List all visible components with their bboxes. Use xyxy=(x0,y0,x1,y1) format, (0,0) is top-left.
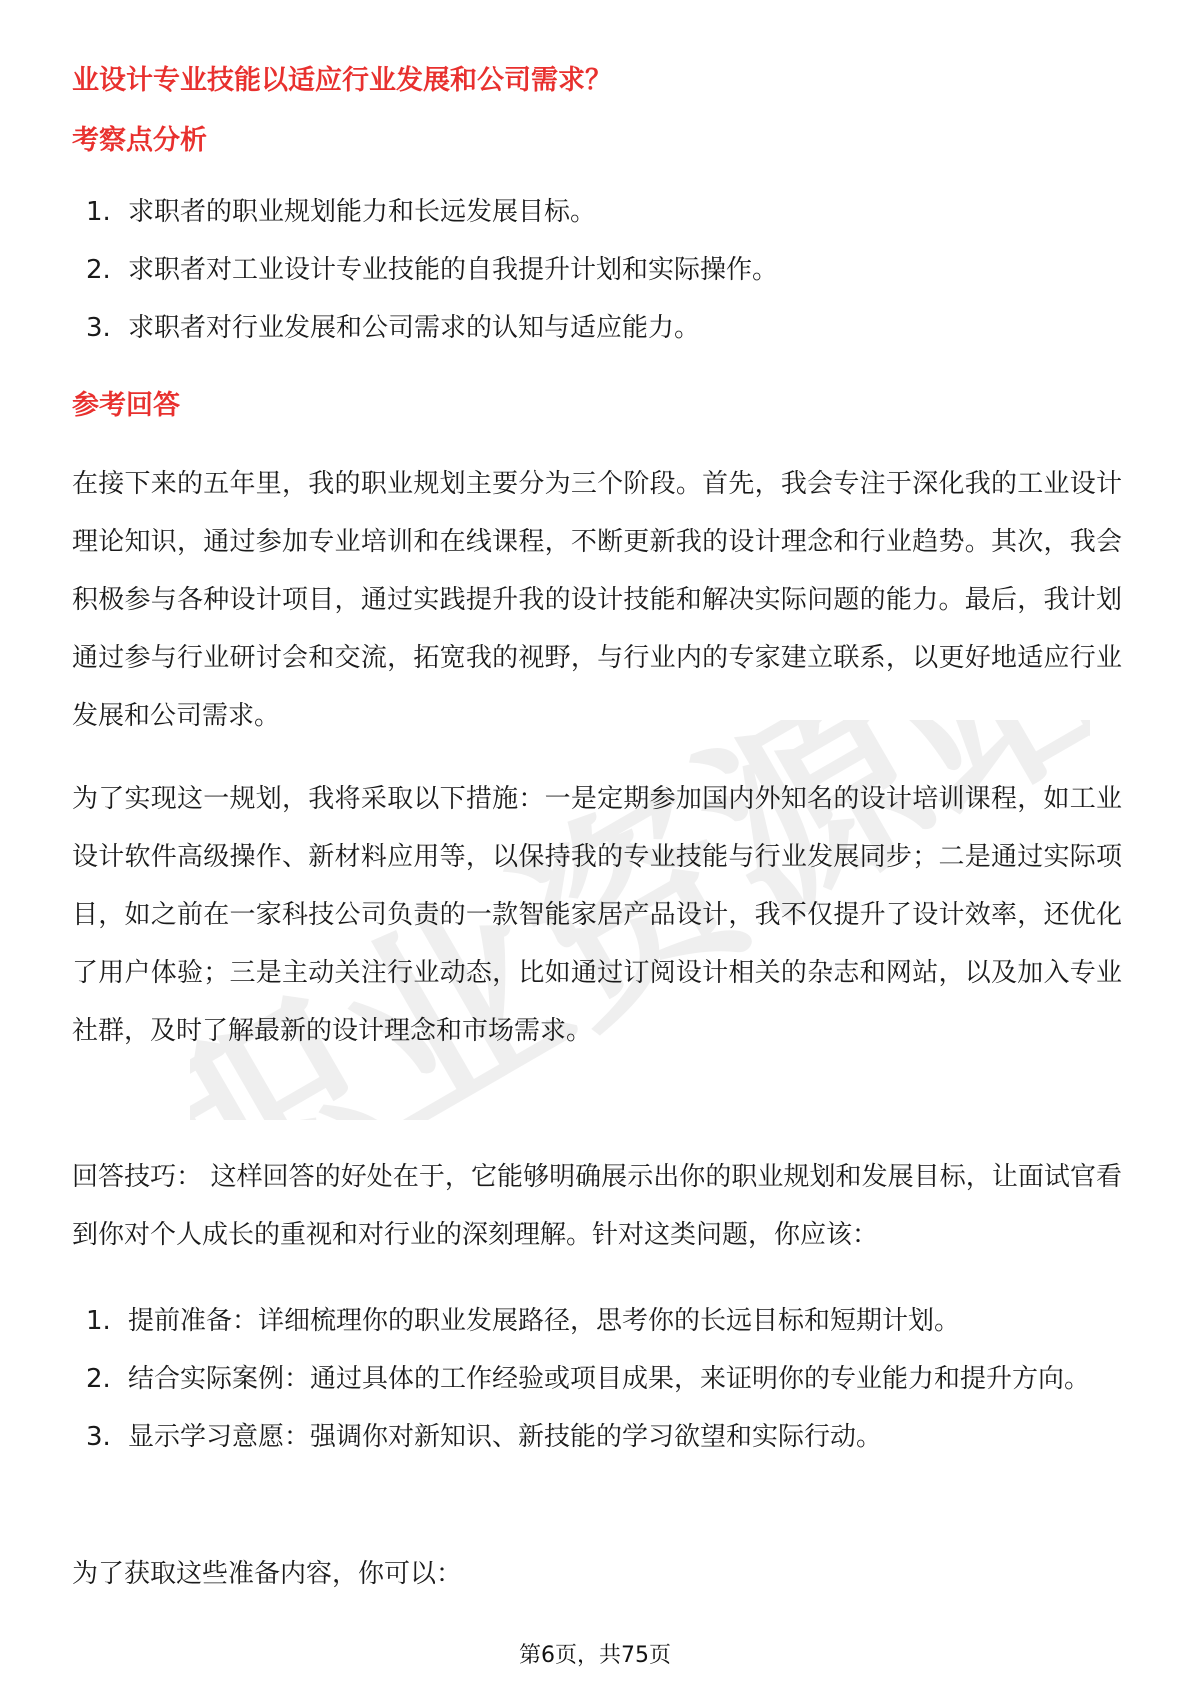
list-item xyxy=(80,183,1120,241)
list-item-text: 求职者对行业发展和公司需求的认知与适应能力。 xyxy=(128,313,701,343)
list-item xyxy=(80,1292,1120,1350)
page-number: 第6页，共75页 xyxy=(519,1643,671,1668)
list-item-text: 结合实际案例：通过具体的工作经验或项目成果，来证明你的专业能力和提升方向。 xyxy=(128,1364,1091,1394)
list-item-number: 3. xyxy=(86,313,111,343)
list-item-number: 1. xyxy=(86,1306,111,1336)
answer-paragraph-1: 在接下来的五年里，我的职业规划主要分为三个阶段。首先，我会专注于深化我的工业设计理论知识，通过参加专业培训和在线课程，不断更新我的设计理念和行业趋势。其次，我会积极参与各种设计项目，通过实践提升我的设计技能和解决实际问题的能力。最后，我计划通过参与行业研讨会和交流，拓宽我的视野，与行业内的专家建立联系，以更好地适应行业发展和公司需求。 xyxy=(72,469,1122,731)
list-item-text: 提前准备：详细梳理你的职业发展路径，思考你的长远目标和短期计划。 xyxy=(128,1306,961,1336)
closing-paragraph: 为了获取这些准备内容，你可以： xyxy=(72,1559,463,1589)
tips-list xyxy=(80,1292,1120,1466)
list-item-number: 1. xyxy=(86,197,111,227)
answer-paragraph-2: 为了实现这一规划，我将采取以下措施：一是定期参加国内外知名的设计培训课程，如工业设计软件高级操作、新材料应用等，以保持我的专业技能与行业发展同步；二是通过实际项目，如之前在一家科技公司负责的一款智能家居产品设计，我不仅提升了设计效率，还优化了用户体验；三是主动关注行业动态，比如通过订阅设计相关的杂志和网站，以及加入专业社群，及时了解最新的设计理念和市场需求。 xyxy=(72,784,1122,1046)
list-item-number: 2. xyxy=(86,255,111,285)
watermark-text: 职业资源站 xyxy=(190,720,1090,1120)
tips-intro-paragraph: 回答技巧： 这样回答的好处在于，它能够明确展示出你的职业规划和发展目标，让面试官看到你对个人成长的重视和对行业的深刻理解。针对这类问题，你应该： xyxy=(72,1162,1122,1250)
list-item xyxy=(80,299,1120,357)
analysis-heading: 考察点分析 xyxy=(72,125,207,156)
list-item-text: 求职者的职业规划能力和长远发展目标。 xyxy=(128,197,597,227)
answer-heading: 参考回答 xyxy=(72,390,180,421)
analysis-list xyxy=(80,183,1120,357)
list-item-text: 显示学习意愿：强调你对新知识、新技能的学习欲望和实际行动。 xyxy=(128,1422,883,1452)
list-item xyxy=(80,1408,1120,1466)
list-item-text: 求职者对工业设计专业技能的自我提升计划和实际操作。 xyxy=(128,255,779,285)
question-title: 业设计专业技能以适应行业发展和公司需求？ xyxy=(72,65,612,96)
list-item xyxy=(80,1350,1120,1408)
list-item-number: 2. xyxy=(86,1364,111,1394)
list-item xyxy=(80,241,1120,299)
list-item-number: 3. xyxy=(86,1422,111,1452)
